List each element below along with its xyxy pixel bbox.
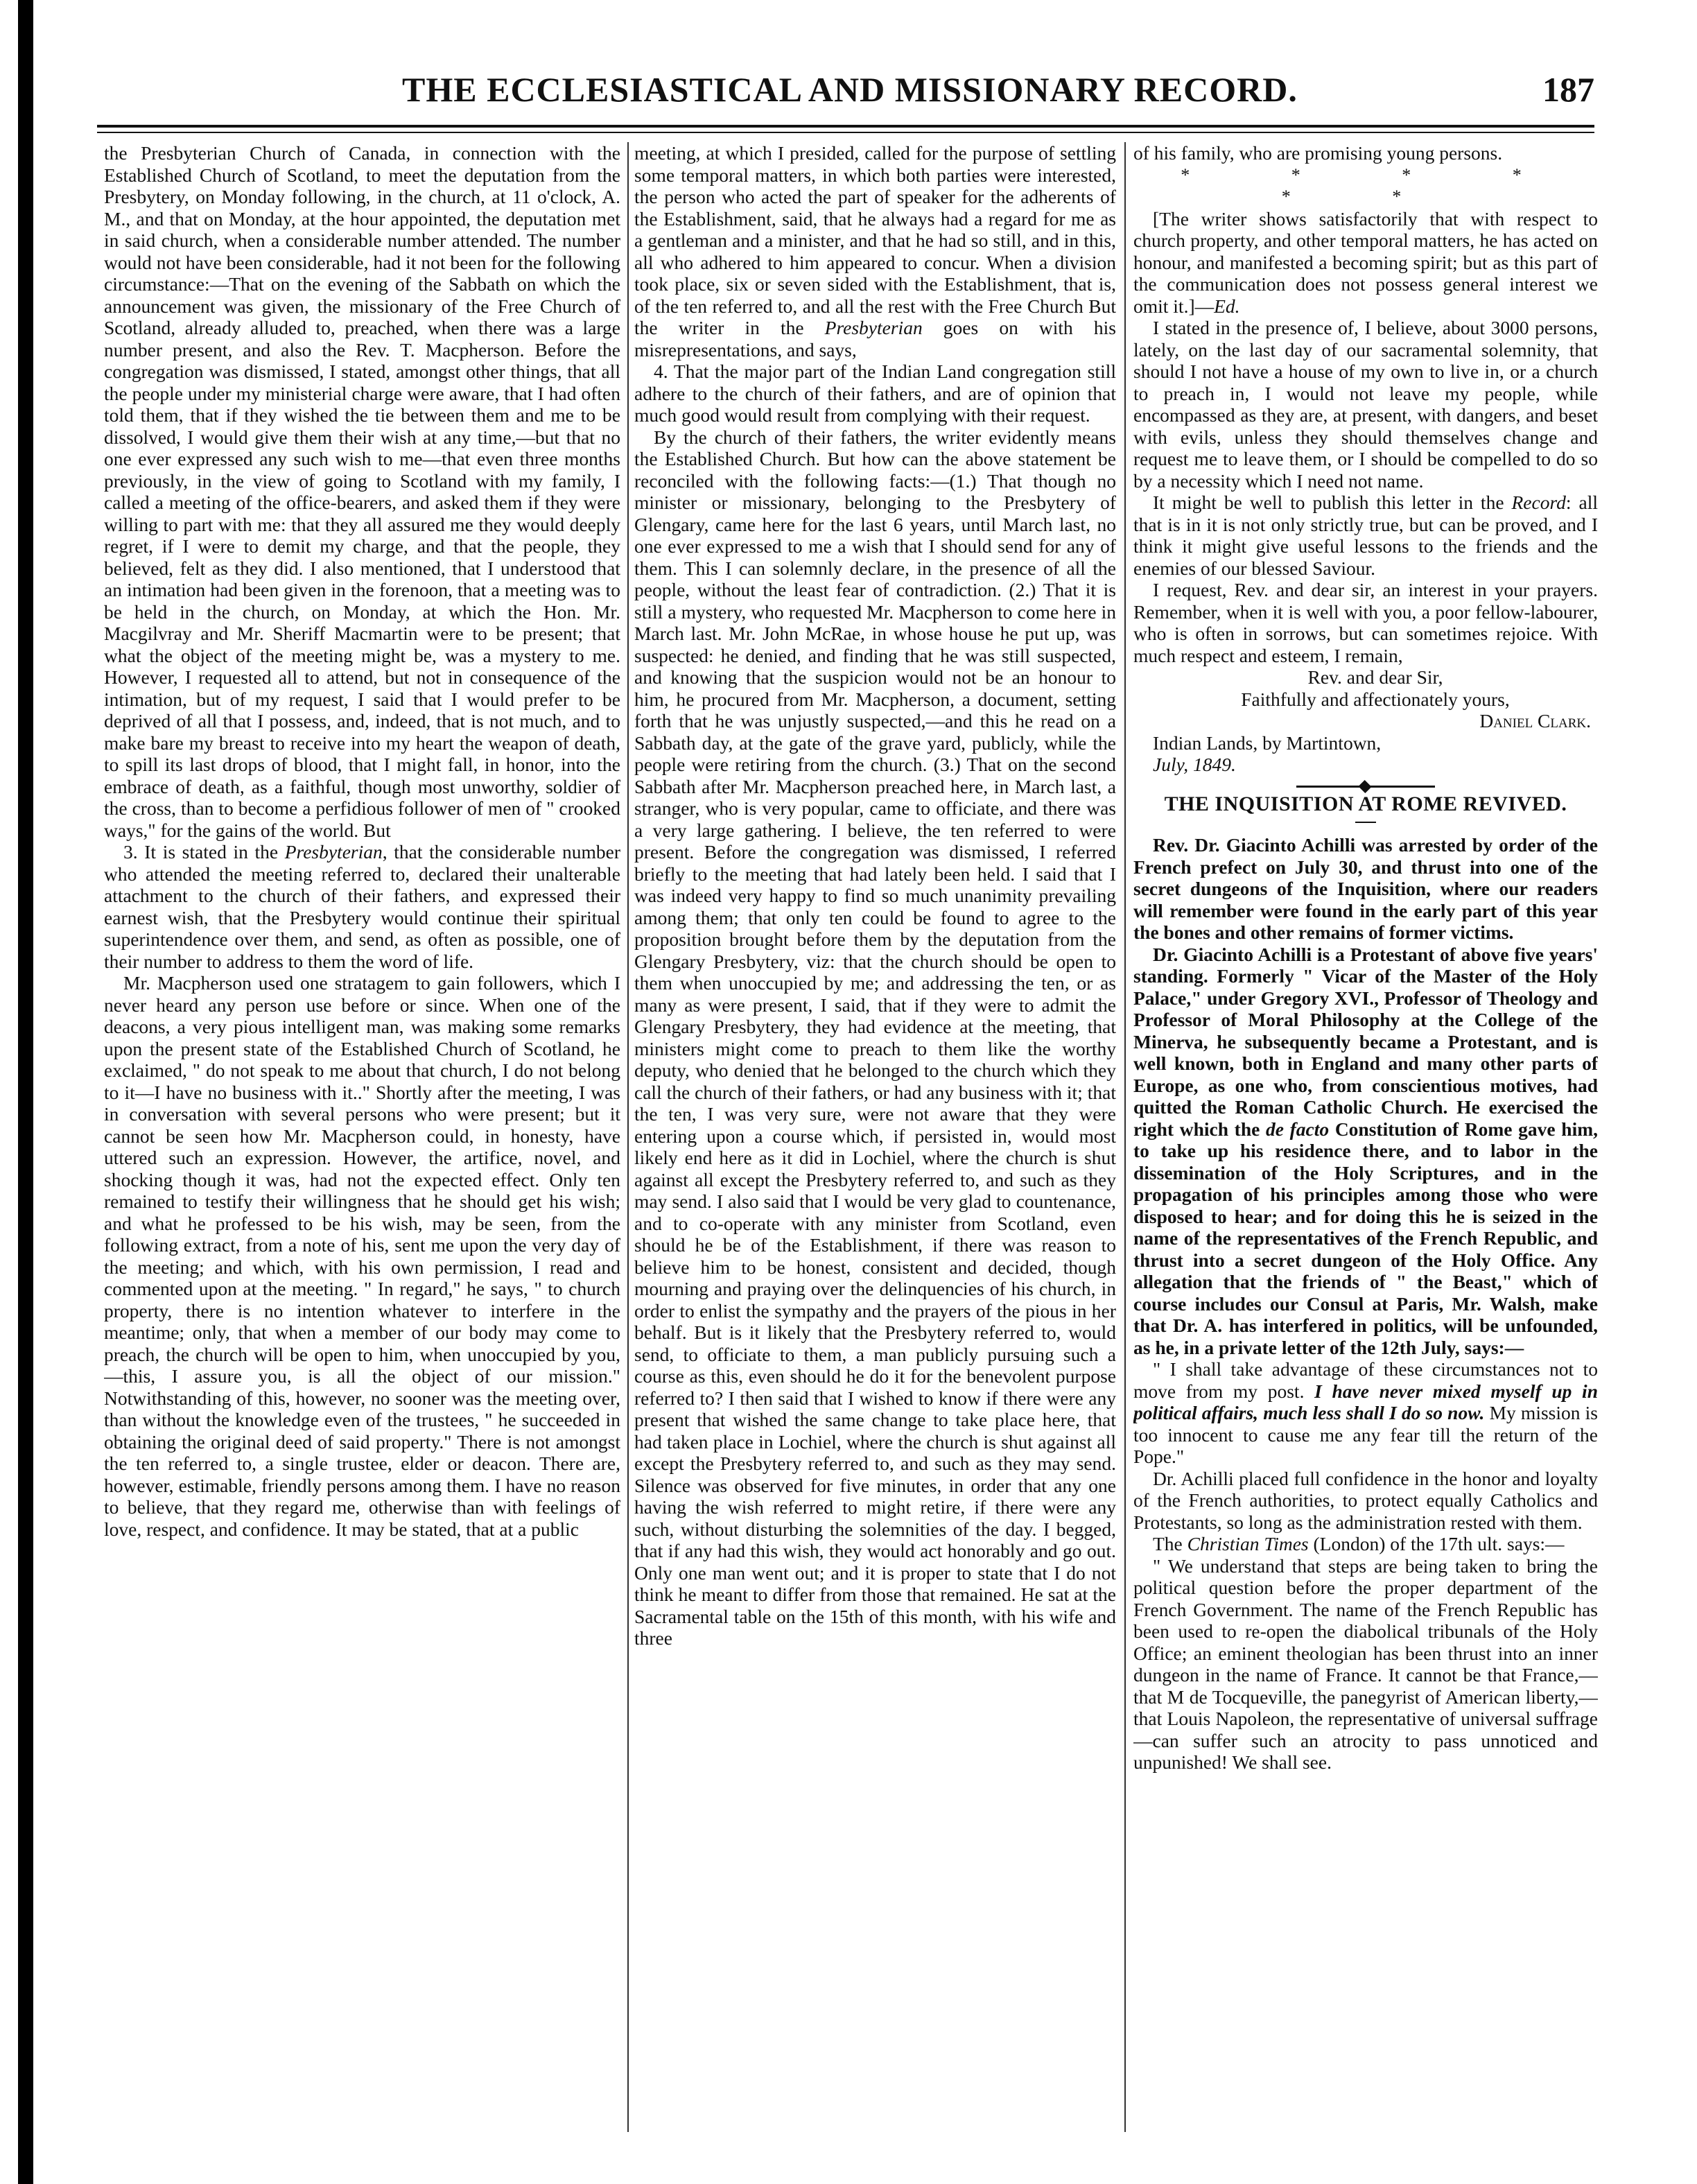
quote-achilli-italic: I have never mixed myself up in political affairs, much less shall I do so now.	[1133, 1380, 1598, 1423]
section-title-dash	[1355, 822, 1376, 823]
col3-paragraph-3	[1133, 492, 1598, 579]
col3-paragraph-4: I request, Rev. and dear sir, an interest in your prayers. Remember, when it is well with you, a poor fellow-labourer, who is often in sorrows, but can sometimes rejoice. With much respect and esteem, I remain,	[1133, 579, 1598, 666]
col1-paragraph-2	[104, 841, 620, 972]
col1-p2-title: Presbyterian	[284, 841, 383, 863]
section-paragraph-2	[1133, 944, 1598, 1359]
column-divider-2	[1124, 142, 1126, 2132]
col1-p2-lead: 3. It is stated in the	[123, 841, 285, 863]
letter-date: July, 1849.	[1153, 754, 1236, 775]
section-p4-title: Christian Times	[1187, 1533, 1309, 1554]
section-p2-defacto: de facto	[1266, 1118, 1330, 1140]
col1-p2-rest: , that the considerable number who attended the meeting referred to, declared their unalterable attachment to the church of their fathers, and expressed their earnest wish, that the Presbytery would continue their spiritual superintendence over them, and send, as often as possible, one of their number to address to them the word of life.	[104, 841, 620, 972]
section-p2-b: Constitution of Rome gave him, to take up his residence there, and to labor in the dissemination of the Holy Scriptures, and in the propagation of his principles among those who were disposed to hear; and for doing this he is seized in the name of the representatives of the French Republic, and thrust into a secret dungeon of the Holy Office. Any allegation that the friends of " the Beast," which of course includes our Consul at Paris, Mr. Walsh, make that Dr. A. has interfered in politics, will be unfounded, as he, in a private letter of the 12th July, says:—	[1133, 1118, 1598, 1358]
letter-salutation: Rev. and dear Sir,	[1307, 666, 1443, 688]
letter-place: Indian Lands, by Martintown,	[1153, 731, 1382, 754]
column-3	[1133, 142, 1598, 2132]
editor-note-text: [The writer shows satisfactorily that with respect to church property, and other temporal matters, he has acted on honour, and manifested a becoming spirit; but as this part of the communication does not possess general interest we omit it.]—	[1133, 207, 1598, 317]
page-number: 187	[1542, 70, 1594, 109]
omission-stars: * * * * * *	[1181, 164, 1570, 207]
editor-note-ed: Ed.	[1214, 295, 1240, 317]
section-p4-b: (London) of the 17th ult. says:—	[1308, 1533, 1565, 1554]
col2-paragraph-3: By the church of their fathers, the writer evidently means the Established Church. But how can the above statement be reconciled with the following facts:—(1.) That though no minister or missionary, belonging to the Presbytery of Glengary, came here for the last 6 years, until March last, no one ever expressed to me a wish that I should send for any of them. This I can solemnly declare, in the presence of all the people, without the least fear of contradiction. (2.) That it is still a mystery, who requested Mr. Macpherson to come here in March last. Mr. John McRae, in whose house he put up, was suspected: he denied, and finding that he was still suspected, and knowing that the suspicion would not be an honour to him, he procured from Mr. Macpherson, a document, setting forth that he was unjustly suspected,—and this he read on a Sabbath day, at the gate of the grave yard, publicly, while the people were retiring from the church. (3.) That on the second Sabbath after Mr. Macpherson preached here, in March last, a stranger, who is very popular, came to officiate, and there was a very large gathering. I believe, the ten referred to were present. Before the congregation was dismissed, I referred briefly to the meeting that had lately been held. I said that I was indeed very happy to find so much unanimity prevailing among them; that only ten could be found to agree to the proposition brought before them by the deputation from the Glengary Presbytery, viz: that the church should be open to them when unoccupied by me; and addressing the ten, or as many as were present, I said, that if they were to admit the Glengary Presbytery, they had evidence at the meeting, that ministers might come to preach to them like the worthy deputy, who denied that he belonged to the church which they call the church of their fathers, or had any business with it; that the ten, I was very sure, were not aware that they were entering upon a course which, if persisted in, would most likely end here as it did in Lochiel, where the church is shut against all except the Presbytery referred to, and such as they may send. I also said that I would be very glad to countenance, and to co-operate with any minister from Scotland, even should he be of the Establishment, if there was reason to believe him to be honest, consistent and decided, though mourning and praying over the delinquencies of his church, in order to enlist the sympathy and the prayers of the pious in her behalf. But is it likely that the Presbytery referred to, would send, to officiate to them, a man publicly pursuing such a course as this, even should he do it for the benevolent purpose referred to? I then said that I wished to know if there were any present that wished the same change to take place here, that had taken place in Lochiel, where the church is shut against all except the Presbytery referred to, and such as they may send. Silence was observed for five minutes, in order that any one having the wish referred to might retire, if there were any such, without disturbing the solemnities of the day. I begged, that if any had this wish, they would act honorably and go out. Only one man went out; and it is proper to state that I do not think he meant to differ from those that remained. He sat at the Sacramental table on the 15th of this month, with his wife and three	[634, 426, 1116, 1649]
quote-christian-times: " We understand that steps are being taken to bring the political question before the proper department of the French Government. The name of the French Republic has been used to re-open the diabolical tribunals of the Holy Office; an eminent theologian has been thrust into an inner dungeon in the name of France. It cannot be that France,—that M de Tocqueville, the panegyrist of American liberty,—that Louis Napoleon, the representative of universal suffrage—can suffer such an atrocity to pass unnoticed and unpunished! We shall see.	[1133, 1554, 1598, 1773]
col3-paragraph-2: I stated in the presence of, I believe, about 3000 persons, lately, on the last day of our sacramental solemnity, that should I not have a house of my own to live in, or a church to preach in, I would not leave my people, while encompassed as they are, at present, with dangers, and beset with evils, unless they should themselves change and request me to leave them, or I should be compelled to do so by a necessity which I need not name.	[1133, 317, 1598, 492]
col3-p3-b: : all that is in it is not only strictly true, but can be proved, and I think it might give useful lessons to the friends and the enemies of our blessed Saviour.	[1133, 492, 1598, 579]
header-rule-thick	[97, 125, 1594, 128]
col3-p3-a: It might be well to publish this letter in the	[1153, 492, 1512, 513]
letter-valediction: Faithfully and affectionately yours,	[1241, 688, 1510, 710]
col2-paragraph-2: 4. That the major part of the Indian Land congregation still adhere to the church of their fathers, and are of opinion that much good would result from complying with their request.	[634, 361, 1116, 426]
section-paragraph-4	[1133, 1533, 1598, 1555]
column-divider-1	[627, 142, 629, 2132]
header-rule-thin	[97, 132, 1594, 133]
section-p2-a: Dr. Giacinto Achilli is a Protestant of above five years' standing. Formerly " Vicar of the Master of the Holy Palace," under Gregory XVI., Professor of Theology and Professor of Moral Philosophy at the College of the Minerva, he subsequently became a Protestant, and is well known, both in England and many other parts of Europe, as one who, from conscientious motives, had quitted the Roman Catholic Church. He exercised the right which the	[1133, 943, 1598, 1140]
col2-paragraph-1	[634, 142, 1116, 361]
quote-achilli-b: My mission is too innocent to cause me any fear till the return of the Pope."	[1133, 1402, 1598, 1467]
binding-edge	[18, 0, 33, 2184]
page-header	[97, 69, 1594, 132]
col3-paragraph-1: of his family, who are promising young persons.	[1133, 142, 1503, 164]
quote-achilli	[1133, 1358, 1598, 1468]
col3-p3-title: Record	[1511, 492, 1566, 513]
col2-p1-b: goes on with his misrepresentations, and says,	[634, 317, 1116, 361]
editor-note	[1133, 208, 1598, 318]
section-separator	[1296, 786, 1435, 788]
running-title: THE ECCLESIASTICAL AND MISSIONARY RECORD.	[402, 70, 1298, 109]
section-title: THE INQUISITION AT ROME REVIVED.	[1164, 792, 1567, 815]
quote-achilli-a: " I shall take advantage of these circumstances not to move from my post.	[1133, 1358, 1598, 1402]
letter-signature: Daniel Clark.	[1479, 710, 1591, 731]
col1-paragraph-3: Mr. Macpherson used one stratagem to gain followers, which I never heard any person use before or since. When one of the deacons, a very pious intelligent man, was making some remarks upon the present state of the Established Church of Scotland, he exclaimed, " do not speak to me about that church, I do not belong to it—I have no business with it.." Shortly after the meeting, I was in conversation with several persons who were present; but it cannot be seen how Mr. Macpherson could, in honesty, have uttered such an expression. However, the artifice, novel, and shocking though it was, had not the expected effect. Only ten remained to testify their willingness that he should get his wish; and what he professed to be his wish, may be seen, from the following extract, from a note of his, sent me upon the very day of the meeting; and which, with his own permission, I read and commented upon at the meeting. " In regard," he says, " to church property, there is no intention whatever to interfere in the meantime; only, that when a member of our body may come to preach, the church will be open to him, when unoccupied by you,—this, I assure you, is all the object of our mission." Notwithstanding of this, however, no sooner was the meeting over, than without the knowledge even of the trustees, " he succeeded in obtaining the original deed of said property." There is not amongst the ten referred to, a single trustee, elder or deacon. There are, however, estimable, friendly persons among them. I have no reason to believe, that they regard me, otherwise than with feelings of love, respect, and confidence. It may be stated, that at a public	[104, 972, 620, 1540]
col2-p1-a: meeting, at which I presided, called for the purpose of settling some temporal matters, in which both parties were interested, the person who acted the part of speaker for the adherents of the Establishment, said, that he always had a regard for me as a gentleman and a minister, and that he had so still, and in this, all who adhered to him appeared to concur. When a division took place, six or seven sided with the Establishment, that is, of the ten referred to, and all the rest with the Free Church But the writer in the	[634, 142, 1116, 338]
col1-paragraph-1: the Presbyterian Church of Canada, in connection with the Established Church of Scotland, to meet the deputation from the Presbytery, on Monday following, in the church, at 11 o'clock, A. M., and that on Monday, at the hour appointed, the deputation met in said church, when a considerable number attended. The number would not have been considerable, had it not been for the following circumstance:—That on the evening of the Sabbath on which the announcement was given, the missionary of the Free Church of Scotland, already alluded to, preached, when there was a large number present, and also the Rev. T. Macpherson. Before the congregation was dismissed, I stated, amongst other things, that all the people under my ministerial charge were aware, that I had often told them, that if they wished the tie between them and me to be dissolved, I would give them their wish at any time,—but that no one ever expressed any such wish to me—that even three months previously, in the view of going to Scotland with my family, I called a meeting of the office-bearers, and asked them if they were willing to part with me: that they all assured me they would deeply regret, if I were to demit my charge, and that the people, they believed, felt as they did. I also mentioned, that I understood that an intimation had been given in the forenoon, that a meeting was to be held in the church, on Monday, at which the Hon. Mr. Macgilvray and Mr. Sheriff Macmartin were to be present; that what the object of the meeting might be, was a mystery to me. However, I requested all to attend, but not in consequence of the intimation, but of my request, I said that I would prefer to be deprived of all that I possess, and, indeed, that is not much, and to make bare my breast to receive into my heart the weapon of death, to spill its last drops of blood, that I might fall, in honor, into the embrace of death, as a faithful, though most unworthy, soldier of the cross, than to become a perfidious follower of men of " crooked ways," for the gains of the world. But	[104, 142, 620, 841]
section-paragraph-3: Dr. Achilli placed full confidence in the honor and loyalty of the French authorities, to protect equally Catholics and Protestants, so long as the administration rested with them.	[1133, 1467, 1598, 1533]
col2-p1-title: Presbyterian	[824, 317, 923, 338]
section-paragraph-1: Rev. Dr. Giacinto Achilli was arrested by order of the French prefect on July 30, and thrust into one of the secret dungeons of the Inquisition, where our readers will remember were found in the early part of this year the bones and other remains of former victims.	[1133, 834, 1598, 943]
column-2	[634, 142, 1116, 2132]
column-1	[104, 142, 620, 2132]
section-p4-a: The	[1153, 1533, 1187, 1554]
